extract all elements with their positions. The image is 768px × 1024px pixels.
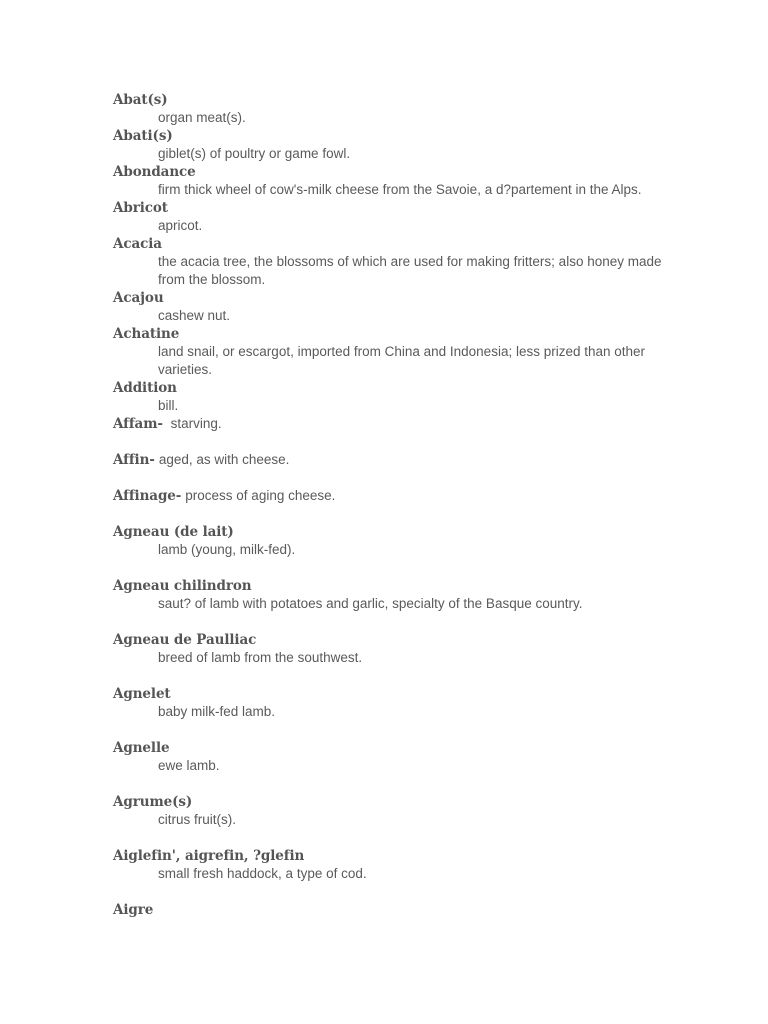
entry-term: Acacia xyxy=(113,236,162,252)
glossary-entry xyxy=(113,235,673,289)
entry-definition: land snail, or escargot, imported from China and Indonesia; less prized than other varieties. xyxy=(158,344,646,377)
glossary-document xyxy=(113,91,673,919)
entry-definition: giblet(s) of poultry or game fowl. xyxy=(158,146,351,161)
glossary-entry xyxy=(113,415,673,433)
entry-term: Acajou xyxy=(113,290,164,306)
entry-term: Agnelle xyxy=(113,740,170,756)
entry-term: Abati(s) xyxy=(113,128,173,144)
entry-definition: citrus fruit(s). xyxy=(158,812,237,827)
glossary-entry xyxy=(113,163,673,199)
entry-term: Affinage- xyxy=(113,488,182,504)
glossary-entry xyxy=(113,685,673,721)
entry-definition: saut? of lamb with potatoes and garlic, specialty of the Basque country. xyxy=(158,596,583,611)
entry-definition: apricot. xyxy=(158,218,203,233)
entry-definition: ewe lamb. xyxy=(158,758,220,773)
glossary-entry xyxy=(113,793,673,829)
entry-definition: process of aging cheese. xyxy=(185,488,336,503)
glossary-entry xyxy=(113,901,673,919)
glossary-entry xyxy=(113,199,673,235)
entry-term: Agrume(s) xyxy=(113,794,193,810)
glossary-entry xyxy=(113,631,673,667)
glossary-entry xyxy=(113,379,673,415)
glossary-entry xyxy=(113,289,673,325)
entry-term: Abricot xyxy=(113,200,168,216)
entry-definition: small fresh haddock, a type of cod. xyxy=(158,866,367,881)
entry-term: Agneau (de lait) xyxy=(113,524,234,540)
entry-term: Agneau de Paulliac xyxy=(113,632,257,648)
glossary-entry xyxy=(113,523,673,559)
glossary-entry xyxy=(113,451,673,469)
glossary-entry xyxy=(113,577,673,613)
entry-definition: organ meat(s). xyxy=(158,110,246,125)
glossary-entry xyxy=(113,91,673,127)
entry-definition: starving. xyxy=(166,416,222,431)
glossary-entry xyxy=(113,127,673,163)
entry-definition: baby milk-fed lamb. xyxy=(158,704,276,719)
entry-definition: breed of lamb from the southwest. xyxy=(158,650,363,665)
entry-term: Abondance xyxy=(113,164,196,180)
entry-term: Agnelet xyxy=(113,686,171,702)
entry-term: Agneau chilindron xyxy=(113,578,252,594)
entry-term: Addition xyxy=(113,380,177,396)
glossary-entry xyxy=(113,739,673,775)
entry-definition: the acacia tree, the blossoms of which are used for making fritters; also honey made from the blossom. xyxy=(158,254,662,287)
entry-definition: bill. xyxy=(158,398,179,413)
entry-definition: aged, as with cheese. xyxy=(158,452,290,467)
glossary-entry xyxy=(113,325,673,379)
entry-term: Affam- xyxy=(113,416,163,432)
entry-term: Aiglefin', aigrefin, ?glefin xyxy=(113,848,305,864)
glossary-entry xyxy=(113,847,673,883)
entry-definition: lamb (young, milk-fed). xyxy=(158,542,296,557)
glossary-entry xyxy=(113,487,673,505)
entry-term: Abat(s) xyxy=(113,92,168,108)
entry-term: Achatine xyxy=(113,326,180,342)
entry-term: Aigre xyxy=(113,902,154,918)
entry-definition: cashew nut. xyxy=(158,308,231,323)
entry-definition: firm thick wheel of cow's-milk cheese from the Savoie, a d?partement in the Alps. xyxy=(158,182,642,197)
entry-term: Affin- xyxy=(113,452,155,468)
